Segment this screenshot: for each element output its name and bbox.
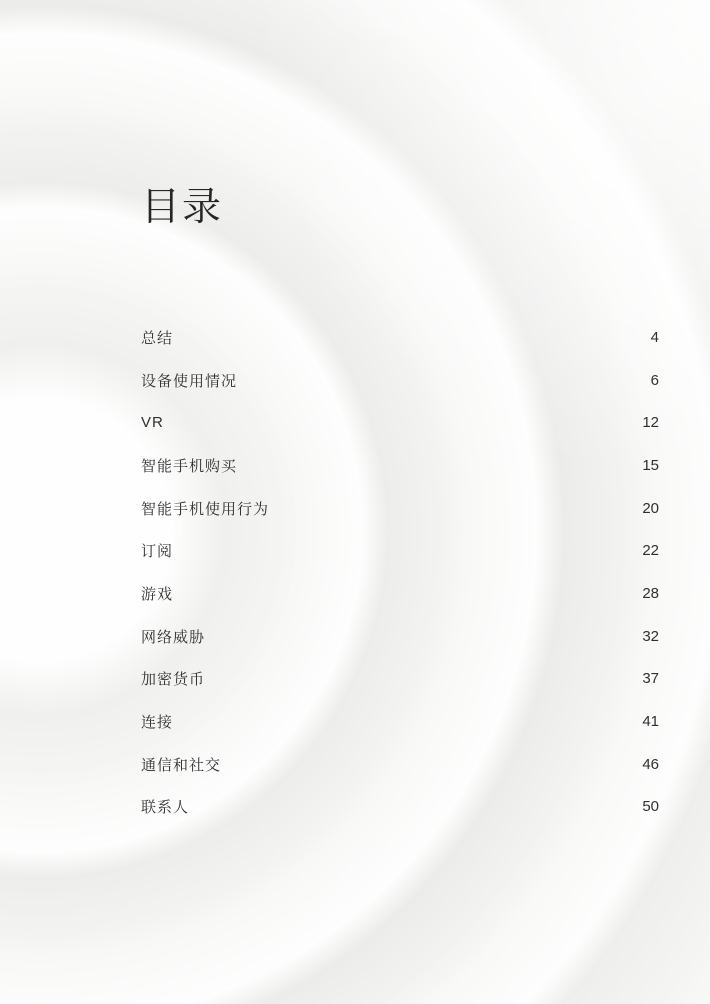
toc-entry[interactable] xyxy=(141,316,659,359)
toc-entry-label: 网络威胁 xyxy=(141,628,206,646)
toc-entry[interactable] xyxy=(141,615,659,658)
toc-entry-label: 智能手机使用行为 xyxy=(141,500,270,518)
toc-entry-label: 智能手机购买 xyxy=(141,457,238,475)
toc-entry-page-number: 46 xyxy=(642,755,659,773)
toc-entry-page-number: 37 xyxy=(642,670,659,688)
toc-entry-page-number: 22 xyxy=(642,542,659,560)
toc-entry-page-number: 15 xyxy=(642,456,659,474)
toc-entry-page-number: 32 xyxy=(642,627,659,645)
toc-entry-page-number: 28 xyxy=(642,584,659,602)
toc-entry[interactable] xyxy=(141,572,659,615)
toc-entry[interactable] xyxy=(141,487,659,530)
toc-entry-label: 加密货币 xyxy=(141,671,206,689)
toc-entry-page-number: 41 xyxy=(642,713,659,731)
toc-entry-label: 联系人 xyxy=(141,799,190,817)
toc-entry[interactable] xyxy=(141,359,659,402)
toc-entry-label: 连接 xyxy=(141,714,174,732)
toc-entry[interactable] xyxy=(141,786,659,829)
toc-entry-label: 设备使用情况 xyxy=(141,372,238,390)
toc-entry-label: 通信和社交 xyxy=(141,756,222,774)
toc-list xyxy=(141,316,659,828)
toc-entry-page-number: 50 xyxy=(642,798,659,816)
toc-entry-label: VR xyxy=(141,414,164,432)
toc-entry[interactable] xyxy=(141,700,659,743)
toc-entry[interactable] xyxy=(141,658,659,701)
toc-entry-page-number: 20 xyxy=(642,499,659,517)
toc-entry-page-number: 12 xyxy=(642,414,659,432)
toc-entry-page-number: 6 xyxy=(650,371,659,389)
page-title: 目录 xyxy=(141,186,224,229)
toc-entry-label: 游戏 xyxy=(141,585,174,603)
toc-entry[interactable] xyxy=(141,444,659,487)
toc-entry-label: 订阅 xyxy=(141,543,174,561)
toc-entry[interactable] xyxy=(141,401,659,444)
toc-entry-label: 总结 xyxy=(141,329,174,347)
toc-entry[interactable] xyxy=(141,743,659,786)
toc-entry[interactable] xyxy=(141,529,659,572)
toc-entry-page-number: 4 xyxy=(650,328,659,346)
